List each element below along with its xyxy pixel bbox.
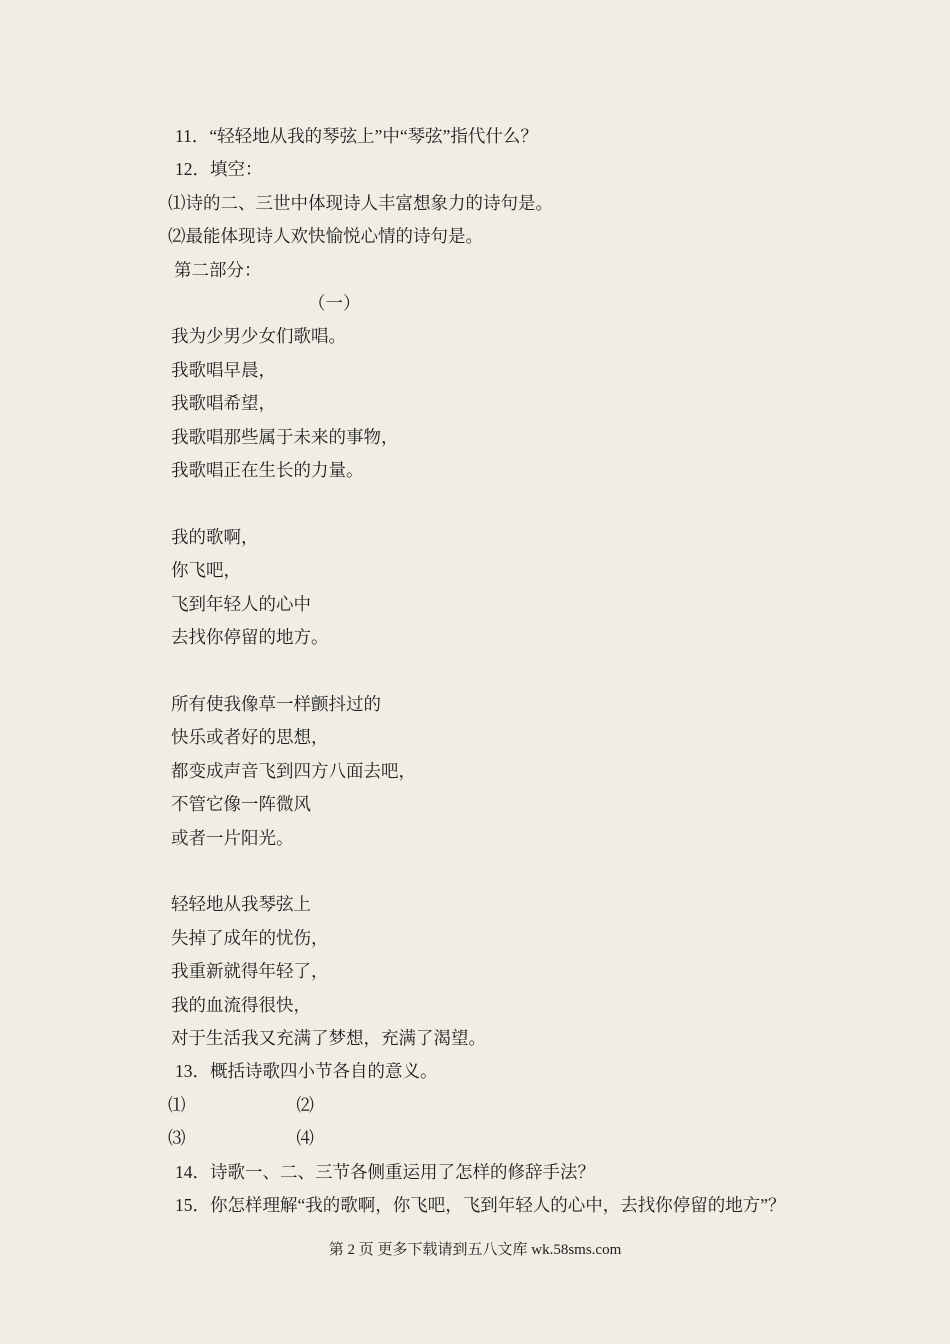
blank-label-1: ⑴: [168, 1094, 186, 1115]
poem-line: 去找你停留的地方。: [171, 627, 329, 648]
poem-line: 你飞吧，: [171, 560, 241, 581]
poem-line: 都变成声音飞到四方八面去吧，: [171, 760, 416, 781]
poem-line: 我为少男少女们歌唱。: [171, 326, 346, 347]
part-two-heading: 第二部分：: [174, 259, 262, 280]
blank-line: [0, 654, 950, 687]
poem-line: 快乐或者好的思想，: [171, 727, 329, 748]
question-13-blank-row-2: [0, 1122, 950, 1155]
question-15: 15．你怎样理解“我的歌啊，你飞吧，飞到年轻人的心中，去找你停留的地方”？: [175, 1194, 786, 1215]
page-footer: 第 2 页 更多下载请到五八文库 wk.58sms.com: [328, 1242, 622, 1258]
question-13-blank-row-1: [0, 1089, 950, 1122]
section-one-heading: （一）: [308, 293, 361, 314]
poem-line: 我歌唱正在生长的力量。: [171, 460, 364, 481]
question-11: 11．“轻轻地从我的琴弦上”中“琴弦”指代什么？: [175, 126, 538, 146]
question-14: 14．诗歌一、二、三节各侧重运用了怎样的修辞手法？: [175, 1161, 595, 1182]
blank-line: [0, 855, 950, 888]
document-body: [0, 120, 950, 1222]
poem-line: 我重新就得年轻了，: [171, 961, 329, 982]
poem-line: 或者一片阳光。: [171, 827, 294, 848]
question-12-item-2: ⑵最能体现诗人欢快愉悦心情的诗句是。: [168, 226, 483, 247]
question-12-item-1: ⑴诗的二、三世中体现诗人丰富想象力的诗句是。: [168, 192, 553, 213]
poem-line: 我歌唱希望，: [171, 393, 276, 414]
blank-label-4: ⑷: [296, 1128, 314, 1149]
blank-label-2: ⑵: [296, 1094, 314, 1115]
poem-line: 飞到年轻人的心中: [171, 593, 311, 614]
poem-line: 我的血流得很快，: [171, 994, 311, 1015]
poem-line: 所有使我像草一样颤抖过的: [171, 693, 381, 714]
poem-line: 我歌唱早晨，: [171, 359, 276, 380]
poem-line: 对于生活我又充满了梦想，充满了渴望。: [171, 1027, 486, 1048]
blank-line: [0, 487, 950, 520]
poem-line: 不管它像一阵微风: [171, 794, 311, 815]
poem-line: 我的歌啊，: [171, 526, 259, 547]
poem-line: 失掉了成年的忧伤，: [171, 927, 329, 948]
poem-line: 轻轻地从我琴弦上: [171, 894, 311, 915]
blank-label-3: ⑶: [168, 1128, 186, 1149]
question-12: 12．填空：: [175, 159, 263, 180]
poem-line: 我歌唱那些属于未来的事物，: [171, 426, 399, 447]
question-13: 13．概括诗歌四小节各自的意义。: [175, 1061, 438, 1082]
